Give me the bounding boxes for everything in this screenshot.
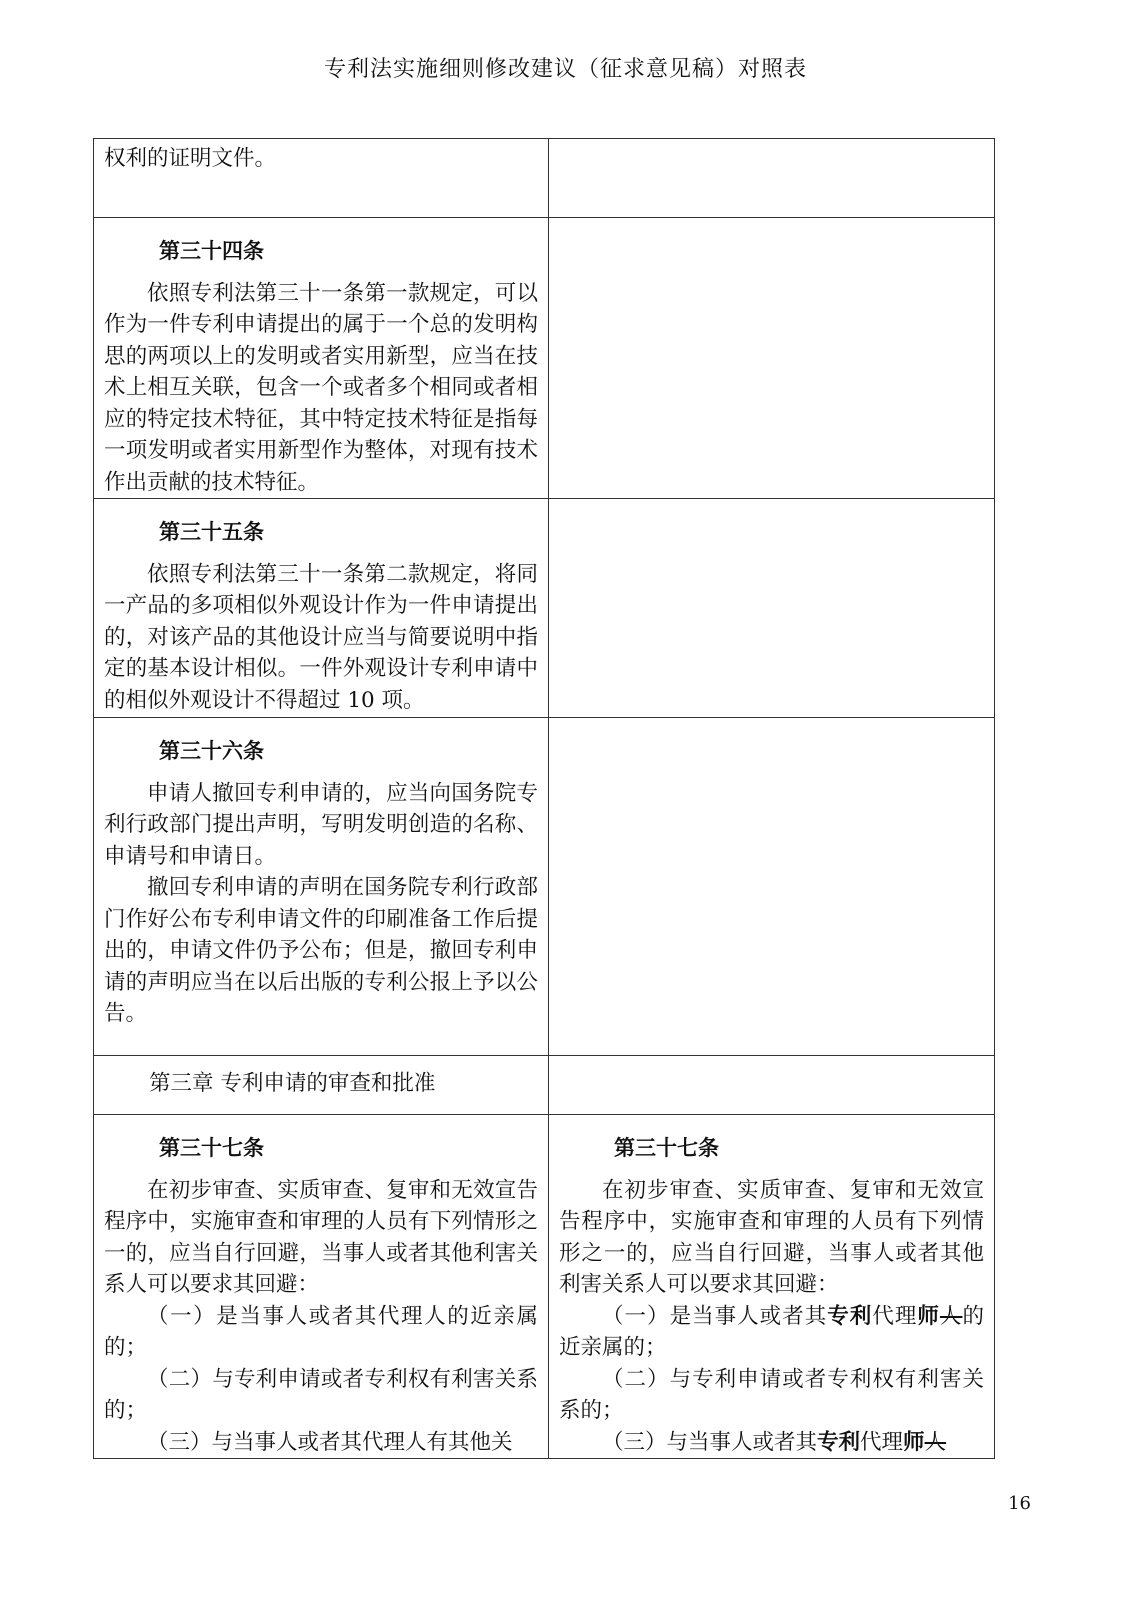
paragraph: （三）与当事人或者其代理人有其他关: [147, 1429, 513, 1455]
text-run: （一）是当事人或者其: [602, 1303, 828, 1329]
table-row: [94, 1056, 995, 1115]
article-heading: 第三十五条: [159, 520, 264, 544]
inserted-text: 师: [917, 1303, 940, 1329]
page-number: 16: [1008, 1493, 1031, 1514]
table-row: [94, 499, 995, 718]
paragraph: 在初步审查、实质审查、复审和无效宣告程序中，实施审查和审理的人员有下列情形之一的，应当自行回避，当事人或者其他利害关系人可以要求其回避：: [104, 1177, 538, 1297]
table-row: [94, 218, 995, 499]
right-cell: [549, 499, 995, 718]
table-row: [94, 1115, 995, 1459]
table-row: [94, 139, 995, 218]
left-cell: [94, 1115, 549, 1459]
chapter-heading: 第三章 专利申请的审查和批准: [149, 1071, 436, 1096]
paragraph: 申请人撤回专利申请的，应当向国务院专利行政部门提出声明，写明发明创造的名称、申请号和申请日。: [104, 780, 538, 869]
page-header-title: 专利法实施细则修改建议（征求意见稿）对照表: [323, 57, 807, 82]
paragraph: （一）是当事人或者其代理人的近亲属的；: [104, 1303, 538, 1360]
text-run: 代理: [860, 1429, 904, 1455]
left-cell: [94, 1056, 549, 1115]
left-cell: [94, 139, 549, 218]
paragraph: 依照专利法第三十一条第二款规定，将同一产品的多项相似外观设计作为一件申请提出的，对该产品的其他设计应当与简要说明中指定的基本设计相似。一件外观设计专利申请中的相似外观设计不得超过 10 项。: [104, 561, 538, 713]
paragraph-item-3: [559, 1427, 984, 1459]
inserted-text: 专利: [827, 1303, 873, 1329]
paragraph-item-1: [559, 1301, 984, 1364]
paragraph-item-2: （二）与专利申请或者专利权有利害关系的；: [559, 1366, 984, 1423]
comparison-table: [93, 138, 995, 1459]
left-cell: [94, 718, 549, 1056]
article-heading: 第三十六条: [159, 739, 264, 763]
right-cell: [549, 718, 995, 1056]
paragraph: 撤回专利申请的声明在国务院专利行政部门作好公布专利申请文件的印刷准备工作后提出的，申请文件仍予公布；但是，撤回专利申请的声明应当在以后出版的专利公报上予以公告。: [104, 875, 538, 1026]
deleted-text: 人: [939, 1303, 963, 1329]
inserted-text: 专利: [817, 1429, 861, 1455]
text-run: 代理: [872, 1303, 918, 1329]
right-cell: [549, 139, 995, 218]
left-cell: [94, 499, 549, 718]
article-heading: 第三十七条: [159, 1136, 264, 1160]
article-heading: 第三十四条: [159, 239, 264, 263]
text-run: （三）与当事人或者其: [602, 1429, 818, 1455]
left-cell: [94, 218, 549, 499]
table-row: [94, 718, 995, 1056]
right-cell: [549, 1115, 995, 1459]
right-cell: [549, 218, 995, 499]
article-heading: 第三十七条: [614, 1136, 719, 1160]
paragraph: 权利的证明文件。: [104, 146, 277, 171]
inserted-text: 师: [903, 1429, 925, 1455]
right-cell: [549, 1056, 995, 1115]
text-run: 的近亲属的；: [559, 1303, 984, 1360]
paragraph: 依照专利法第三十一条第一款规定，可以作为一件专利申请提出的属于一个总的发明构思的两项以上的发明或者实用新型，应当在技术上相互关联，包含一个或者多个相同或者相应的特定技术特征，其中特定技术特征是指每一项发明或者实用新型作为整体，对现有技术作出贡献的技术特征。: [104, 280, 538, 495]
paragraph: （二）与专利申请或者专利权有利害关系的；: [104, 1366, 538, 1423]
paragraph: 在初步审查、实质审查、复审和无效宣告程序中，实施审查和审理的人员有下列情形之一的，应当自行回避，当事人或者其他利害关系人可以要求其回避：: [559, 1177, 984, 1297]
deleted-text: 人: [924, 1429, 947, 1455]
